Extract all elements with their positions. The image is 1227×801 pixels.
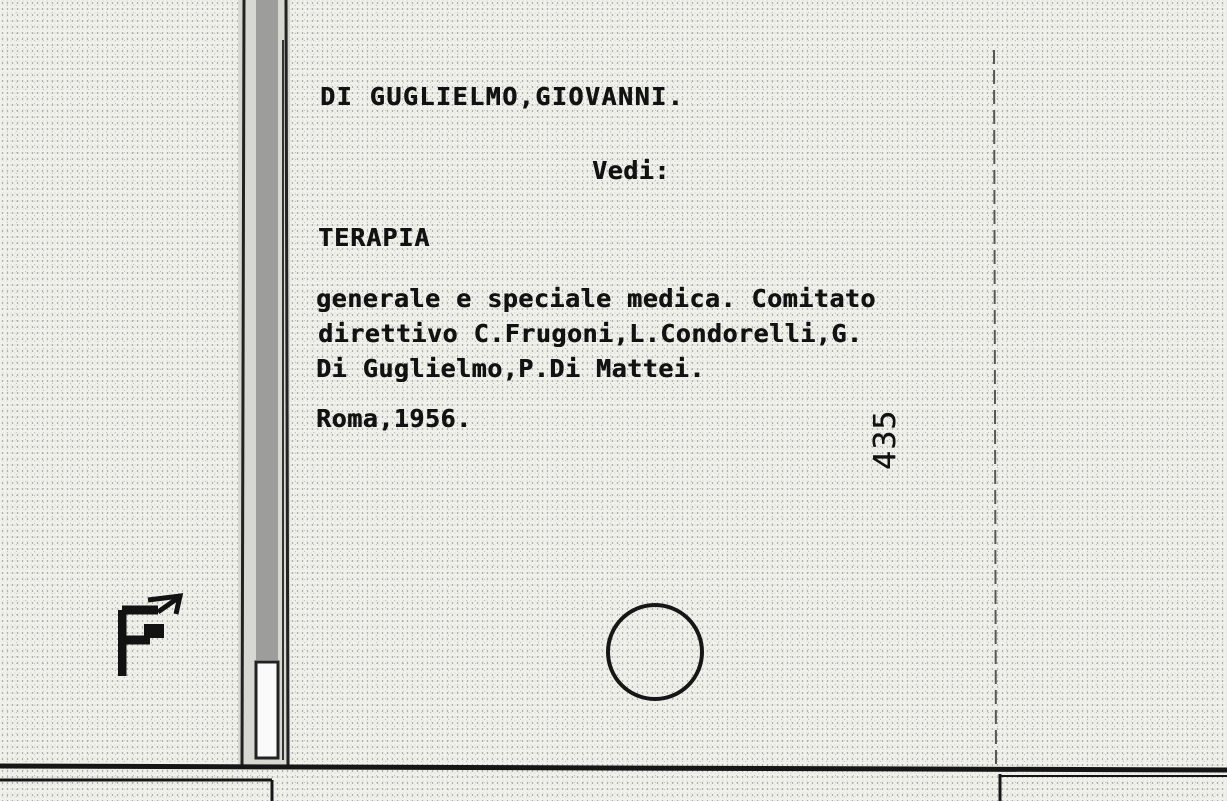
- card-description-line: direttivo C.Frugoni,L.Condorelli,G.: [318, 319, 863, 348]
- card-author-heading: DI GUGLIELMO,GIOVANNI.: [320, 82, 685, 111]
- card-description-line: Di Guglielmo,P.Di Mattei.: [316, 354, 705, 383]
- card-bottom-border: [0, 760, 1227, 801]
- card-imprint: Roma,1956.: [316, 404, 472, 433]
- card-description-line: generale e speciale medica. Comitato: [316, 284, 876, 313]
- stamp-mark-icon: [118, 590, 188, 680]
- card-punch-hole: [606, 603, 704, 701]
- card-shelf-number: 435: [868, 409, 903, 470]
- see-also-label: Vedi:: [592, 156, 670, 185]
- card-right-edge: [990, 50, 1000, 770]
- card-subject-heading: TERAPIA: [318, 223, 431, 252]
